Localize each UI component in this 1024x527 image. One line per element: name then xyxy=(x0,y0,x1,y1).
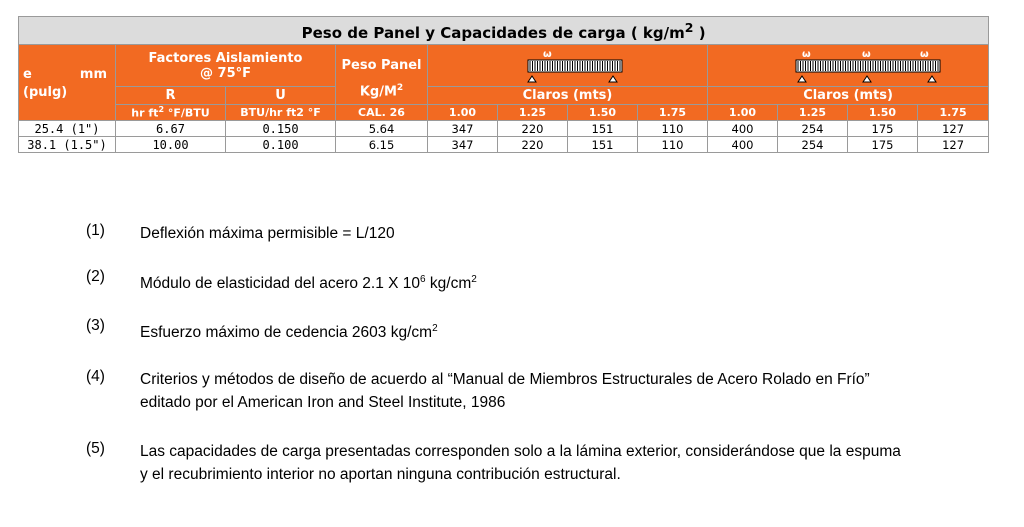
e-label: e xyxy=(23,67,32,82)
continuous-span-diagram xyxy=(708,45,989,87)
load-symbol: ω xyxy=(542,48,552,60)
support-triangle-icon xyxy=(528,76,536,82)
u-unit: BTU/hr ft2 °F xyxy=(226,105,336,121)
span-left-2: 1.50 xyxy=(568,105,638,121)
span-right-0: 1.00 xyxy=(708,105,778,121)
u-header: U xyxy=(226,87,336,105)
insulation-factors-header: Factores Aislamiento @ 75°F xyxy=(116,45,336,87)
support-triangle-icon xyxy=(609,76,617,82)
span-right-3: 1.75 xyxy=(918,105,989,121)
claros-left-header: Claros (mts) xyxy=(428,87,708,105)
svg-text:ω: ω xyxy=(802,48,811,60)
panel-weight-header: Peso Panel $Kg/M^2$ xyxy=(336,45,428,105)
pulg-label: (pulg) xyxy=(23,85,68,100)
mm-label: mm xyxy=(79,67,107,82)
support-triangle-icon xyxy=(798,76,806,82)
span-left-3: 1.75 xyxy=(638,105,708,121)
table-title: Peso de Panel y Capacidades de carga ( $kg/m^2$ ) xyxy=(19,17,989,45)
r-unit: hr $ft^2$ °F/BTU xyxy=(116,105,226,121)
r-header: R xyxy=(116,87,226,105)
table-row: 38.1 (1.5") 10.00 0.100 6.15 347 220 151 110 400 254 175 127 xyxy=(19,137,989,153)
continuous-beam-diagram xyxy=(738,46,958,86)
thickness-header xyxy=(19,45,116,121)
simple-beam-diagram xyxy=(468,46,668,86)
span-left-1: 1.25 xyxy=(498,105,568,121)
support-triangle-icon xyxy=(928,76,936,82)
cal-label: CAL. 26 xyxy=(336,105,428,121)
span-right-2: 1.50 xyxy=(848,105,918,121)
span-right-1: 1.25 xyxy=(778,105,848,121)
simple-span-diagram xyxy=(428,45,708,87)
svg-text:ω: ω xyxy=(862,48,871,60)
span-left-0: 1.00 xyxy=(428,105,498,121)
claros-right-header: Claros (mts) xyxy=(708,87,989,105)
table-row: 25.4 (1") 6.67 0.150 5.64 347 220 151 110 400 254 175 127 xyxy=(19,121,989,137)
svg-text:ω: ω xyxy=(920,48,929,60)
load-capacity-table xyxy=(18,16,989,153)
support-triangle-icon xyxy=(863,76,871,82)
